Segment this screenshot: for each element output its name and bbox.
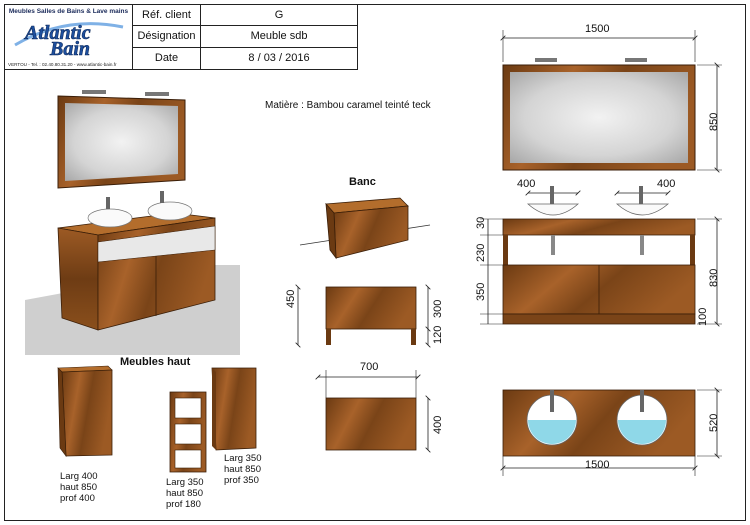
bench-top-view [326, 398, 428, 450]
front-wall-light-left [535, 58, 557, 62]
perspective-basin-right [148, 202, 192, 220]
front-basin-right [617, 204, 668, 215]
bench-title: Banc [349, 176, 376, 188]
front-dim-basin-right: 400 [657, 178, 676, 190]
wall-light-left [82, 90, 106, 94]
front-dim-mirror-height: 850 [708, 112, 720, 131]
logo-contact: VERTOU - Tel. : 02.40.80.31.20 - www.atlantic-bain.fr [8, 62, 117, 67]
bench-dim-width: 700 [360, 361, 379, 373]
tall-unit-3 [212, 368, 256, 450]
top-view [503, 390, 722, 476]
tall-unit-3-specs: Larg 350 haut 850 prof 350 [224, 453, 262, 486]
designation-label: Désignation [133, 26, 201, 47]
ref-label: Réf. client [133, 5, 201, 26]
front-dim-total: 830 [708, 268, 720, 287]
designation-value: Meuble sdb [201, 26, 357, 47]
bench-front-view [298, 287, 428, 398]
front-dim-basin-left: 400 [517, 178, 536, 190]
bench-dim-depth: 400 [432, 415, 444, 434]
logo-brand-line1: Atlantic [25, 22, 91, 44]
bench-dim-lower: 120 [432, 325, 444, 344]
ref-value: G [201, 5, 357, 26]
front-wall-light-right [625, 58, 647, 62]
bench-dim-height: 450 [285, 289, 297, 308]
date-label: Date [133, 48, 201, 69]
date-value: 8 / 03 / 2016 [248, 52, 310, 65]
tall-unit-1-specs: Larg 400 haut 850 prof 400 [60, 471, 98, 504]
bench-dim-upper: 300 [432, 299, 444, 318]
front-plinth [503, 314, 695, 324]
front-dim-open: 230 [475, 243, 487, 262]
logo-tagline: Meubles Salles de Bains & Lave mains [8, 8, 129, 15]
perspective-mirror [58, 90, 185, 188]
front-dim-top: 30 [475, 216, 487, 229]
perspective-basin-left [88, 209, 132, 227]
logo-brand-line2: Bain [50, 38, 91, 60]
tall-unit-2-specs: Larg 350 haut 850 prof 180 [166, 477, 204, 510]
front-mirror-glass [510, 72, 688, 163]
top-dim-width: 1500 [585, 459, 610, 471]
front-basin-left [528, 204, 578, 215]
front-dim-plinth: 100 [697, 307, 709, 326]
front-dim-mirror-width: 1500 [585, 23, 610, 35]
bench-perspective [300, 198, 430, 258]
tall-unit-2-shelf [170, 392, 206, 472]
wall-light-right [145, 92, 169, 96]
front-elevation [480, 30, 722, 324]
top-dim-depth: 520 [708, 413, 720, 432]
front-dim-drawers: 350 [475, 282, 487, 301]
tall-units-title: Meubles haut [120, 356, 191, 368]
perspective-view [25, 90, 240, 355]
tall-unit-1 [58, 366, 112, 456]
material-note: Matière : Bambou caramel teinté teck [265, 100, 431, 111]
